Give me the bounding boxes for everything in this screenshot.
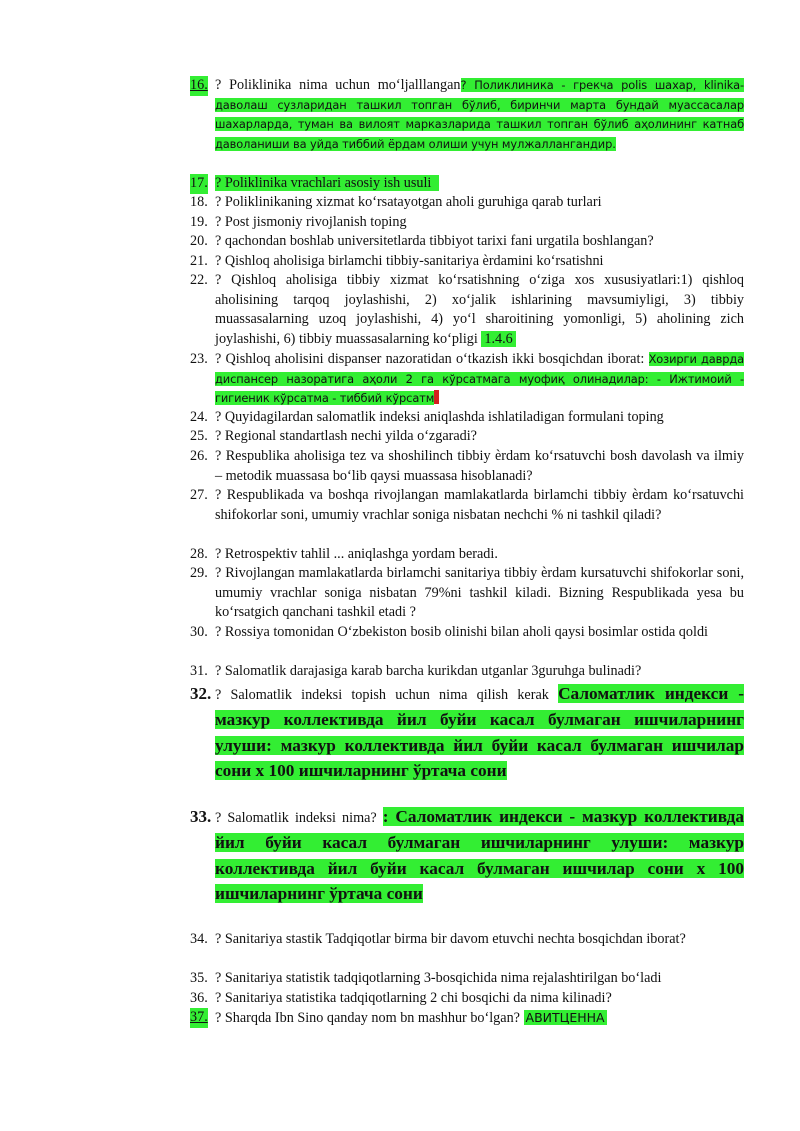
question-text: ? Poliklinikaning xizmat ko‘rsatayotgan aholi guruhiga qarab turlari: [215, 194, 602, 210]
question-text: ? Poliklinika nima uchun mo‘ljalllangan: [215, 77, 461, 93]
question-number: 34.: [190, 931, 208, 947]
question-text: ? Respublikada va boshqa rivojlangan mamlakatlarda birlamchi tibbiy èrdam ko‘rsatuvchi shifokorlar soni, umumiy vrachlar soniga nisbatan nechchi % ni tashkil qiladi?: [215, 487, 744, 523]
question-number: 32.: [190, 684, 212, 703]
question-number: 29.: [190, 565, 208, 581]
answer-highlight: : Саломатлик индекси - мазкур коллективда йил буйи касал булмаган ишчиларнинг улуши: мазкур коллективда йил буйи касал булмаган ишчилар сони х 100 ишчиларнинг ўртача сони: [215, 807, 744, 904]
question-18: [190, 193, 744, 213]
answer-highlight: АВИТЦЕННА: [525, 1010, 605, 1025]
question-number: 26.: [190, 448, 208, 464]
question-16: [190, 76, 744, 154]
question-text: ? Salomatlik indeksi topish uchun nima qilish kerak: [215, 687, 549, 703]
answer-highlight: 1.4.6: [481, 331, 515, 347]
question-text: ? Respublika aholisiga tez va shoshilinch tibbiy èrdam ko‘rsatuvchi bosh davolash va ilmiy – metodik muassasa bo‘lib qaysi muassasa hisoblanadi?: [215, 448, 744, 484]
question-number: 33.: [190, 807, 212, 826]
answer-highlight: Хозирги даврда диспансер назоратига аҳоли 2 га кўрсатмага муофиқ олинадилар: - Ижтимоий - гигиеник кўрсатма - тиббий кўрсатм: [215, 352, 744, 406]
question-26: [190, 447, 744, 486]
question-23: [190, 350, 744, 409]
answer-highlight: Саломатлик индекси - мазкур коллективда йил буйи касал булмаган ишчиларнинг улуши: мазкур коллективда йил буйи касал булмаган ишчилар сони х 100 ишчиларнинг ўртача сони: [215, 684, 745, 781]
question-33: [190, 805, 744, 908]
question-29: [190, 564, 744, 623]
question-number: 17.: [190, 174, 208, 194]
question-36: [190, 989, 744, 1009]
question-text: ? Sanitariya statistika tadqiqotlarning 2 chi bosqichi da nima kilinadi?: [215, 990, 612, 1006]
question-32: [190, 682, 744, 785]
question-22: [190, 271, 744, 349]
question-28: [190, 545, 744, 565]
question-text: ? Poliklinika vrachlari asosiy ish usuli: [215, 175, 439, 191]
question-number: 19.: [190, 214, 208, 230]
question-text: ? Retrospektiv tahlil ... aniqlashga yordam beradi.: [215, 546, 498, 562]
question-number: 16.: [190, 76, 208, 96]
question-25: [190, 427, 744, 447]
question-number: 30.: [190, 624, 208, 640]
question-34: [190, 930, 744, 950]
question-31: [190, 662, 744, 682]
question-text: ? Sanitariya stastik Tadqiqotlar birma bir davom etuvchi nechta bosqichdan iborat?: [215, 931, 686, 947]
question-text: ? qachondan boshlab universitetlarda tibbiyot tarixi fani urgatila boshlangan?: [215, 233, 654, 249]
answer-highlight: ? Поликлиника - грекча polis шахар, klinika-даволаш сузларидан ташкил топган бўлиб, биринчи марта бундай муассасалар шахарларда, туман ва вилоят марказларида ташкил топган бўлиб аҳолининг катнаб даволаниши ва уйда тиббий ёрдам олиши учун мулжаллангандир.: [215, 78, 744, 151]
question-text: ? Sanitariya statistik tadqiqotlarning 3-bosqichida nima rejalashtirilgan bo‘ladi: [215, 970, 662, 986]
red-marker: [434, 390, 439, 404]
question-text: ? Qishloq aholisini dispanser nazoratidan o‘tkazish ikki bosqichdan iborat:: [215, 351, 645, 367]
question-17: [190, 174, 744, 194]
question-35: [190, 969, 744, 989]
question-text: ? Qishloq aholisiga tibbiy xizmat ko‘rsatishning o‘ziga xos xususiyatlari:1) qishloq aholisining tarqoq joylashishi, 2) xo‘jalik ishlarining mavsumiyligi, 3) tibbiy muassasalarning uzoq joylashishi, 4) yo‘l sharoitining yomonligi, 5) aholining zich joylashishi, 6) tibbiy muassasalarning ko‘pligi: [215, 272, 744, 347]
question-text: ? Salomatlik indeksi nima?: [215, 810, 377, 826]
question-number: 35.: [190, 970, 208, 986]
question-text: ? Salomatlik darajasiga karab barcha kurikdan utganlar 3guruhga bulinadi?: [215, 663, 642, 679]
question-number: 28.: [190, 546, 208, 562]
question-number: 37.: [190, 1008, 208, 1028]
question-number: 27.: [190, 487, 208, 503]
question-number: 24.: [190, 409, 208, 425]
question-text: ? Rivojlangan mamlakatlarda birlamchi sanitariya tibbiy èrdam kursatuvchi shifokorlar soni, umumiy vrachlar soniga nisbatan 79%ni tashkil kiladi. Bizning Respublikada yesa bu ko‘rsatgich qanchani tashkil etadi ?: [215, 565, 744, 621]
question-number: 21.: [190, 253, 208, 269]
question-number: 18.: [190, 194, 208, 210]
question-21: [190, 252, 744, 272]
question-number: 20.: [190, 233, 208, 249]
question-text: ? Quyidagilardan salomatlik indeksi aniqlashda ishlatiladigan formulani toping: [215, 409, 664, 425]
question-number: 31.: [190, 663, 208, 679]
question-20: [190, 232, 744, 252]
question-text: ? Regional standartlash nechi yilda o‘zgaradi?: [215, 428, 477, 444]
question-19: [190, 213, 744, 233]
question-24: [190, 408, 744, 428]
question-37: [190, 1008, 744, 1029]
question-number: 23.: [190, 351, 208, 367]
question-number: 25.: [190, 428, 208, 444]
question-number: 36.: [190, 990, 208, 1006]
question-text: ? Qishloq aholisiga birlamchi tibbiy-sanitariya èrdamini ko‘rsatishni: [215, 253, 604, 269]
question-text: ? Sharqda Ibn Sino qanday nom bn mashhur bo‘lgan?: [215, 1010, 520, 1026]
question-27: [190, 486, 744, 525]
question-number: 22.: [190, 272, 208, 288]
question-30: [190, 623, 744, 643]
question-text: ? Rossiya tomonidan O‘zbekiston bosib olinishi bilan aholi qaysi bosimlar ostida qoldi: [215, 624, 708, 640]
question-text: ? Post jismoniy rivojlanish toping: [215, 214, 407, 230]
